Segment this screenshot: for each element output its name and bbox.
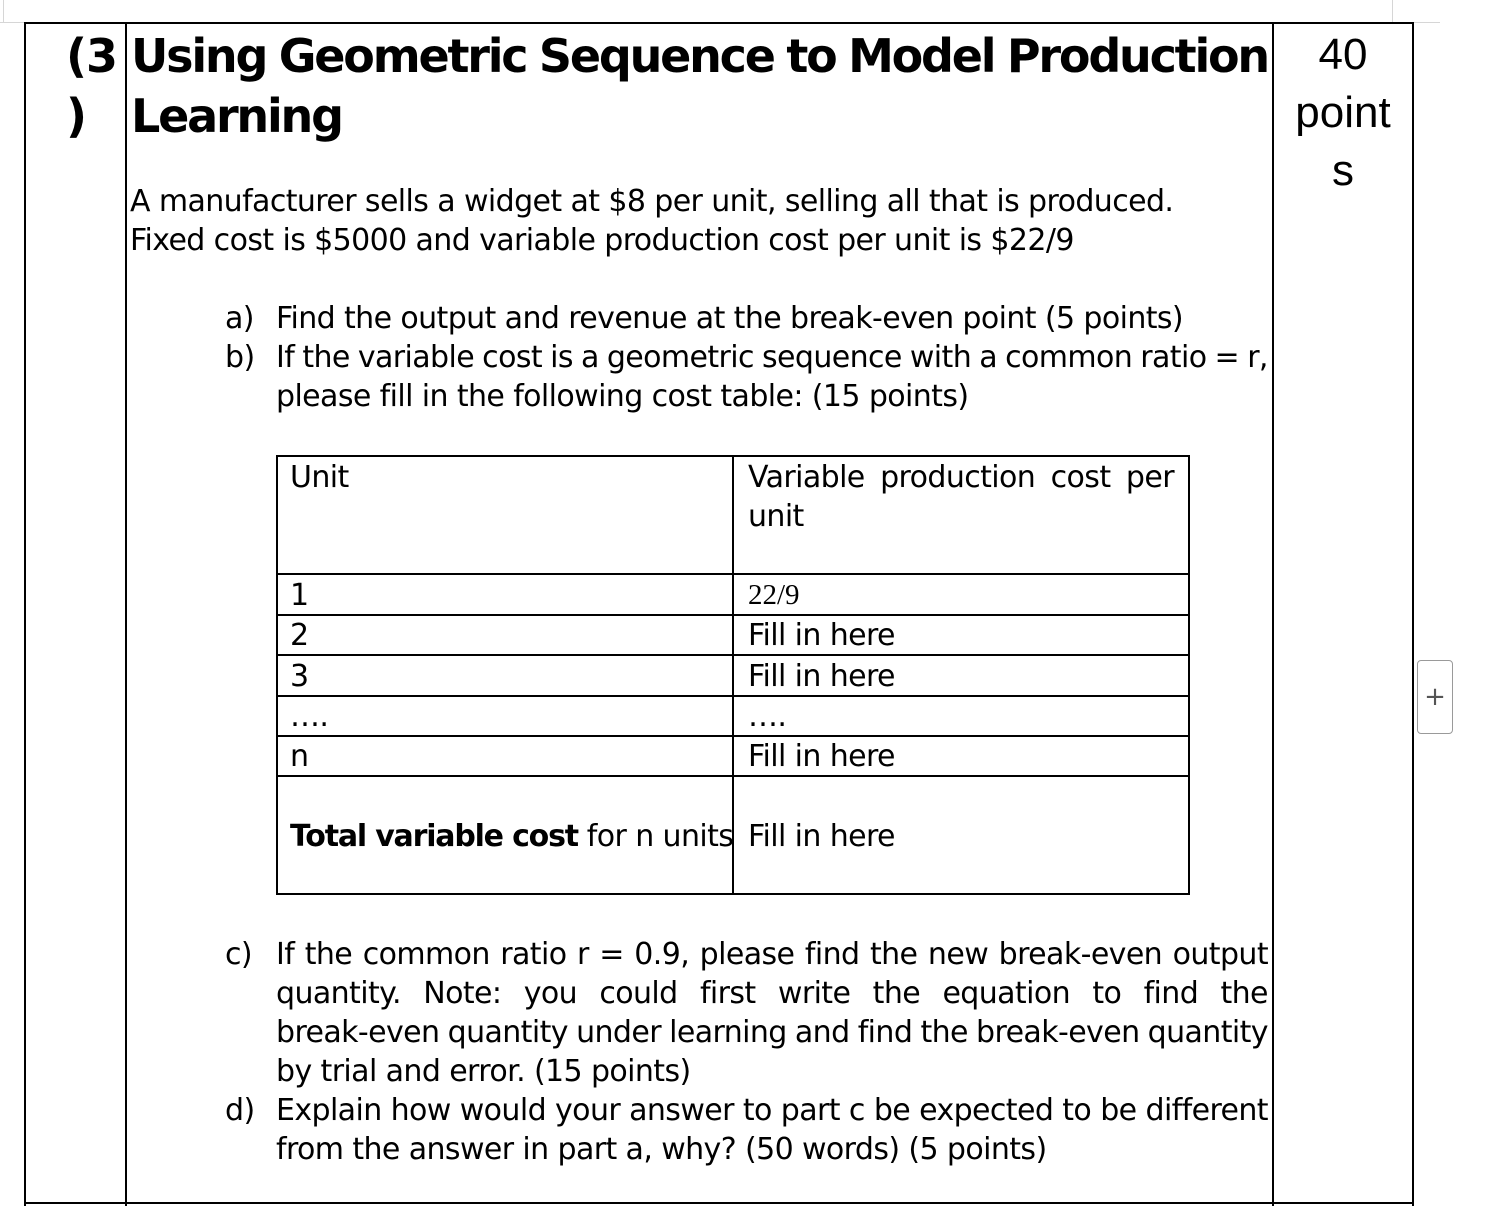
part-c-label: c): [225, 937, 252, 972]
part-d-text: Explain how would your answer to part c be expected to be different: [276, 1093, 1268, 1128]
table-right-border: [1412, 22, 1414, 1206]
part-c-text-line2: quantity. Note: you could first write the equation to find the: [276, 976, 1268, 1011]
row-cost-ellipsis: ….: [748, 699, 787, 734]
total-label: [290, 817, 733, 856]
total-cost-fill[interactable]: Fill in here: [748, 819, 895, 854]
header-variable-cost: Variable production cost per: [748, 460, 1174, 495]
row-unit: n: [290, 739, 309, 774]
part-c-text-line4: by trial and error. (15 points): [276, 1054, 691, 1089]
part-c-text-line3: break-even quantity under learning and find the break-even quantity: [276, 1015, 1268, 1050]
question-number-close: ): [66, 89, 85, 143]
table-col-divider-1: [125, 22, 127, 1206]
table-left-border: [24, 22, 26, 1206]
header-variable-cost-line2: unit: [748, 499, 804, 534]
row-cost-fill[interactable]: Fill in here: [748, 659, 895, 694]
intro-text: A manufacturer sells a widget at $8 per unit, selling all that is produced. Fixed cost is $5000 and variable production cost per unit is $22/9: [130, 184, 1174, 258]
points-value: 40 point s: [1295, 30, 1391, 195]
row-unit: 3: [290, 659, 309, 694]
total-label-rest: for n units: [577, 819, 734, 854]
add-table-button[interactable]: [1417, 660, 1453, 734]
part-d-label: d): [225, 1093, 255, 1128]
page-edge-right: [1392, 0, 1393, 22]
row-unit: 2: [290, 618, 309, 653]
header-unit: Unit: [290, 460, 349, 495]
row-cost: 22/9: [748, 579, 800, 611]
table-bottom-border: [24, 1202, 1414, 1204]
plus-icon: +: [1424, 682, 1446, 712]
row-unit: 1: [290, 578, 309, 613]
row-cost-fill[interactable]: Fill in here: [748, 739, 895, 774]
part-b-text-line2: please fill in the following cost table: (15 points): [276, 379, 969, 414]
row-cost-fill[interactable]: Fill in here: [748, 618, 895, 653]
question-title: Using Geometric Sequence to Model Production: [131, 29, 1268, 83]
total-label-bold: Total variable cost: [290, 819, 578, 854]
table-top-border: [24, 22, 1414, 24]
question-title-line2: Learning: [131, 89, 342, 143]
part-b-text: If the variable cost is a geometric sequence with a common ratio = r,: [276, 340, 1268, 375]
part-c-text: If the common ratio r = 0.9, please find the new break-even output: [276, 937, 1268, 972]
cost-table-line: [1188, 455, 1190, 895]
row-unit-ellipsis: ….: [290, 699, 329, 734]
part-a-label: a): [225, 301, 254, 336]
part-a-text: Find the output and revenue at the break-even point (5 points): [276, 301, 1184, 336]
part-d-text-line2: from the answer in part a, why? (50 words) (5 points): [276, 1132, 1047, 1167]
page-edge-left: [3, 0, 4, 22]
question-number: (3: [66, 29, 118, 83]
cost-table-line: [276, 455, 278, 895]
part-b-label: b): [225, 340, 255, 375]
